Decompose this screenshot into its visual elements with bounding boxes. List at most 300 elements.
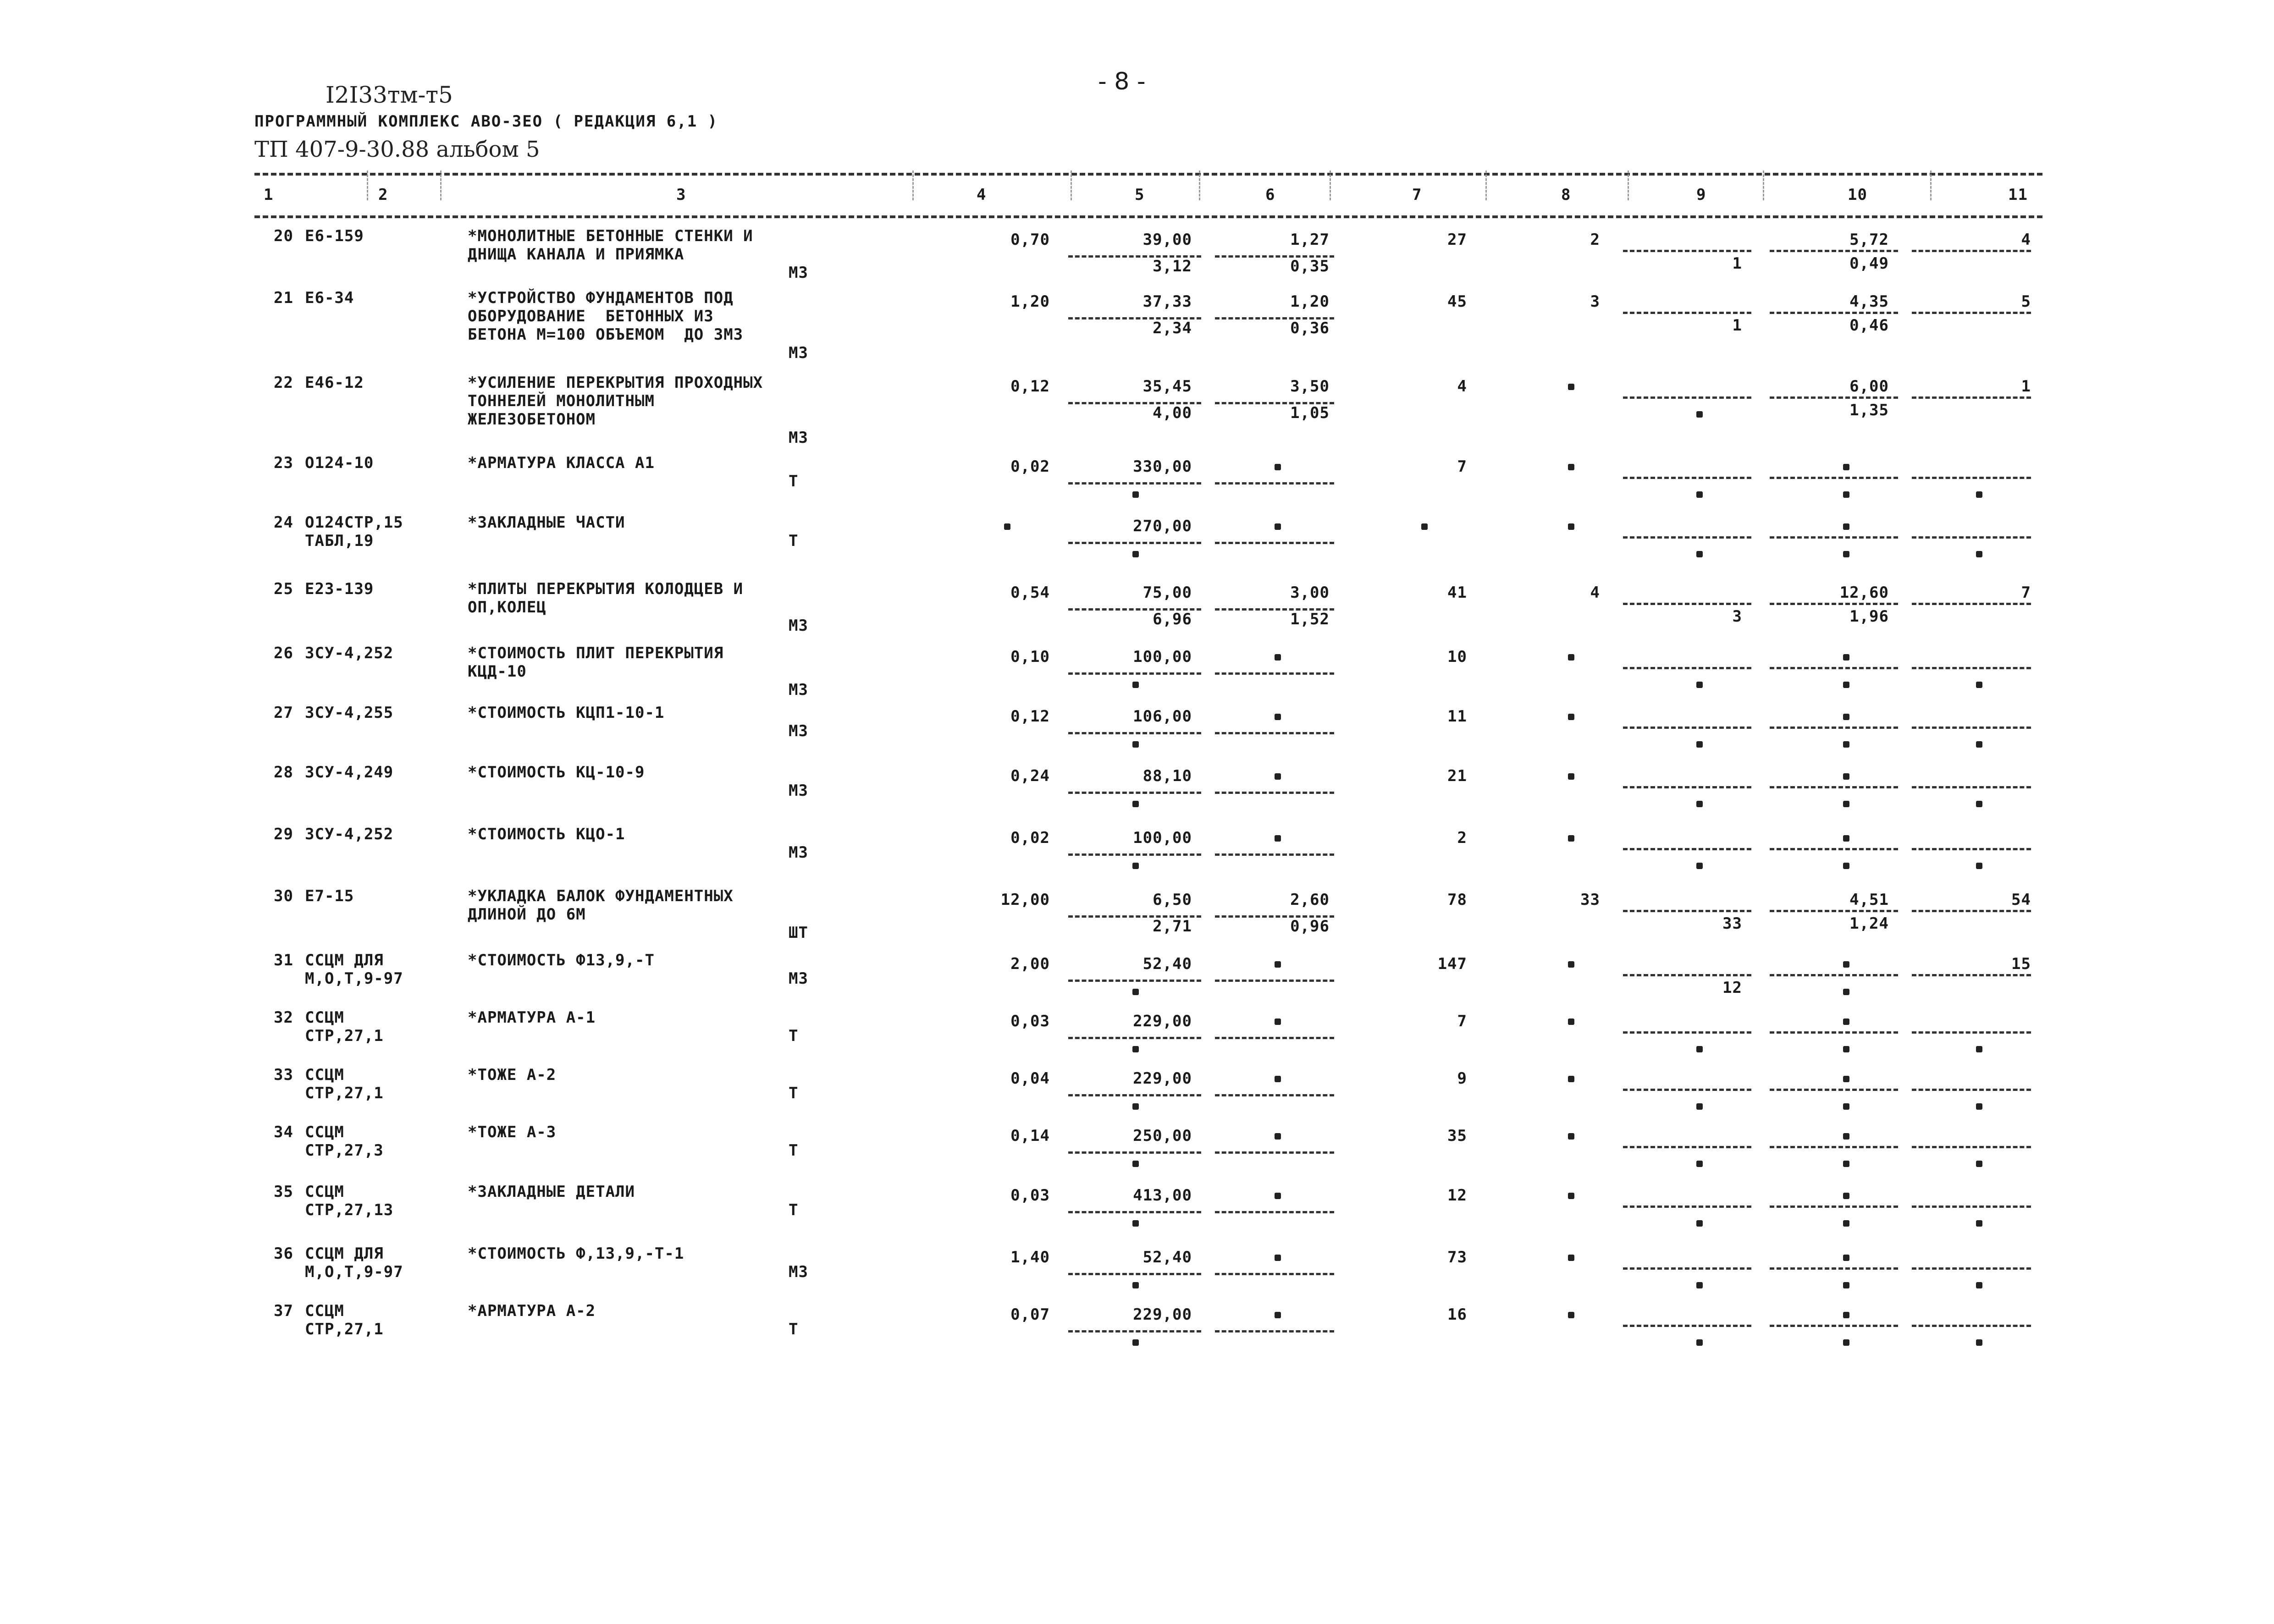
subtotal-rule — [1623, 1267, 1751, 1270]
resource-code: ЗСУ-4,249 — [305, 763, 394, 782]
labor-total-value: 1 — [2021, 377, 2031, 396]
unit-of-measure: Т — [789, 1084, 799, 1102]
total-cost-value: 11 — [1447, 707, 1467, 726]
resource-code: ССЦМ ДЛЯ — [305, 951, 384, 969]
zero-dot — [1843, 801, 1849, 807]
zero-dot — [1976, 801, 1982, 807]
zero-dot — [1843, 1282, 1849, 1288]
subtotal-rule — [1770, 974, 1898, 976]
subtotal-rule — [1623, 786, 1751, 788]
resource-code: Е7-15 — [305, 887, 354, 905]
subtotal-rule — [1215, 853, 1334, 856]
unit-of-measure: М3 — [789, 617, 808, 635]
labor-value: 3 — [1732, 607, 1742, 626]
page-number: - 8 - — [1098, 68, 1146, 95]
subtotal-rule — [1770, 910, 1898, 912]
subtotal-rule — [1068, 980, 1201, 982]
zero-dot — [1696, 801, 1703, 807]
subtotal-rule — [1770, 1089, 1898, 1091]
column-header-3: 3 — [676, 186, 686, 204]
wage-total-value: 3 — [1590, 292, 1600, 311]
resource-code: ТАБЛ,19 — [305, 532, 374, 550]
resource-code: ССЦМ — [305, 1008, 344, 1027]
work-description: *СТОИМОСТЬ Ф,13,9,-Т-1 — [468, 1244, 684, 1263]
column-divider — [1330, 171, 1331, 200]
column-header-1: 1 — [264, 186, 274, 204]
subtotal-rule — [1623, 477, 1751, 479]
zero-dot — [1843, 491, 1849, 498]
work-description: *СТОИМОСТЬ КЦ-10-9 — [468, 763, 645, 782]
zero-dot — [1976, 1220, 1982, 1227]
quantity-value: 0,02 — [1010, 829, 1050, 847]
table-row — [0, 887, 2274, 944]
zero-dot — [1976, 1046, 1982, 1052]
column-header-9: 9 — [1696, 186, 1706, 204]
subtotal-rule — [1912, 1089, 2031, 1091]
subtotal-rule — [1770, 603, 1898, 605]
subtotal-rule — [1912, 667, 2031, 669]
zero-dot — [1132, 801, 1139, 807]
zero-dot — [1132, 1046, 1139, 1052]
subtotal-rule — [1770, 1031, 1898, 1034]
column-header-6: 6 — [1265, 186, 1275, 204]
subtotal-rule — [1770, 727, 1898, 729]
row-number: 20 — [274, 227, 293, 245]
machine-wage-value: 1,52 — [1290, 610, 1330, 628]
zero-dot — [1843, 464, 1849, 470]
unit-of-measure: М3 — [789, 722, 808, 740]
unit-price-value: 100,00 — [1133, 829, 1192, 847]
row-number: 23 — [274, 454, 293, 472]
resource-code: СТР,27,1 — [305, 1027, 384, 1045]
row-number: 30 — [274, 887, 293, 905]
unit-price-value: 229,00 — [1133, 1069, 1192, 1088]
subtotal-rule — [1770, 250, 1898, 252]
zero-dot — [1976, 491, 1982, 498]
labor-value: 33 — [1722, 914, 1742, 933]
resource-code: Е6-34 — [305, 289, 354, 307]
unit-price-value: 52,40 — [1143, 955, 1192, 973]
labor-total-value: 5 — [2021, 292, 2031, 311]
subtotal-rule — [1623, 536, 1751, 539]
zero-dot — [1696, 863, 1703, 869]
unit-of-measure: Т — [789, 472, 799, 490]
work-description: *ТОЖЕ А-2 — [468, 1066, 557, 1084]
labor-machine-value: 1,96 — [1849, 607, 1889, 626]
total-cost-value: 41 — [1447, 584, 1467, 602]
zero-dot — [1976, 682, 1982, 688]
unit-price-value: 37,33 — [1143, 292, 1192, 311]
resource-code: ССЦМ — [305, 1066, 344, 1084]
work-description: *СТОИМОСТЬ КЦО-1 — [468, 825, 625, 843]
zero-dot — [1132, 1339, 1139, 1346]
zero-dot — [1568, 1076, 1574, 1082]
resource-code: Е23-139 — [305, 580, 374, 598]
unit-of-measure: Т — [789, 532, 799, 550]
zero-dot — [1275, 835, 1281, 842]
total-cost-value: 4 — [1457, 377, 1467, 396]
column-header-11: 11 — [2008, 186, 2028, 204]
table-row — [0, 763, 2274, 820]
zero-dot — [1976, 1282, 1982, 1288]
zero-dot — [1568, 1193, 1574, 1199]
row-number: 25 — [274, 580, 293, 598]
total-cost-value: 10 — [1447, 648, 1467, 666]
wage-total-value: 2 — [1590, 231, 1600, 249]
work-description: *УКЛАДКА БАЛОК ФУНДАМЕНТНЫХ — [468, 887, 734, 905]
work-description: ДНИЩА КАНАЛА И ПРИЯМКА — [468, 245, 684, 264]
zero-dot — [1843, 741, 1849, 748]
quantity-value: 12,00 — [1000, 891, 1050, 909]
zero-dot — [1275, 523, 1281, 530]
column-divider — [1930, 171, 1932, 200]
unit-of-measure: М3 — [789, 429, 808, 447]
subtotal-rule — [1215, 482, 1334, 484]
resource-code: СТР,27,1 — [305, 1320, 384, 1338]
resource-code: М,О,Т,9-97 — [305, 969, 403, 988]
subtotal-rule — [1912, 536, 2031, 539]
work-description: *ЗАКЛАДНЫЕ ДЕТАЛИ — [468, 1183, 635, 1201]
zero-dot — [1843, 1076, 1849, 1082]
machine-cost-value: 2,60 — [1290, 891, 1330, 909]
zero-dot — [1843, 551, 1849, 557]
work-description: *ЗАКЛАДНЫЕ ЧАСТИ — [468, 513, 625, 532]
zero-dot — [1696, 682, 1703, 688]
subtotal-rule — [1912, 727, 2031, 729]
table-row — [0, 289, 2274, 362]
subtotal-rule — [1912, 974, 2031, 976]
zero-dot — [1696, 741, 1703, 748]
subtotal-rule — [1770, 1206, 1898, 1208]
column-divider — [1628, 171, 1629, 200]
work-description: *ПЛИТЫ ПЕРЕКРЫТИЯ КОЛОДЦЕВ И — [468, 580, 744, 598]
work-description: *СТОИМОСТЬ ПЛИТ ПЕРЕКРЫТИЯ — [468, 644, 724, 662]
labor-value: 1 — [1732, 254, 1742, 273]
resource-code: ЗСУ-4,255 — [305, 704, 394, 722]
table-row — [0, 374, 2274, 447]
resource-code: ССЦМ — [305, 1302, 344, 1320]
subtotal-rule — [1068, 1037, 1201, 1039]
zero-dot — [1843, 773, 1849, 780]
subtotal-rule — [1770, 477, 1898, 479]
total-cost-value: 7 — [1457, 457, 1467, 476]
row-number: 31 — [274, 951, 293, 969]
column-divider — [912, 171, 914, 200]
table-row — [0, 227, 2274, 284]
table-top-rule — [254, 173, 2042, 176]
subtotal-rule — [1623, 848, 1751, 850]
subtotal-rule — [1215, 980, 1334, 982]
row-number: 29 — [274, 825, 293, 843]
row-number: 21 — [274, 289, 293, 307]
zero-dot — [1843, 1220, 1849, 1227]
column-divider — [367, 171, 368, 200]
total-cost-value: 78 — [1447, 891, 1467, 909]
zero-dot — [1132, 682, 1139, 688]
subtotal-rule — [1623, 396, 1751, 399]
program-line: ПРОГРАММНЫЙ КОМПЛЕКС АВО-3ЕО ( РЕДАКЦИЯ 6,1 ) — [254, 112, 718, 131]
zero-dot — [1132, 491, 1139, 498]
subtotal-rule — [1912, 1146, 2031, 1148]
zero-dot — [1275, 961, 1281, 968]
unit-price-value: 75,00 — [1143, 584, 1192, 602]
subtotal-rule — [1215, 672, 1334, 675]
resource-code: СТР,27,1 — [305, 1084, 384, 1102]
labor-machine-value: 0,46 — [1849, 316, 1889, 335]
column-header-8: 8 — [1561, 186, 1571, 204]
zero-dot — [1696, 1282, 1703, 1288]
row-number: 34 — [274, 1123, 293, 1141]
zero-dot — [1568, 835, 1574, 842]
subtotal-rule — [1623, 250, 1751, 252]
album-line: ТП 407-9-30.88 альбом 5 — [254, 137, 540, 162]
subtotal-rule — [1068, 732, 1201, 734]
quantity-value: 1,40 — [1010, 1248, 1050, 1266]
subtotal-rule — [1770, 848, 1898, 850]
table-header-rule — [254, 215, 2042, 218]
column-divider — [1199, 171, 1200, 200]
quantity-value: 1,20 — [1010, 292, 1050, 311]
work-description: *МОНОЛИТНЫЕ БЕТОННЫЕ СТЕНКИ И — [468, 227, 753, 245]
work-description: *СТОИМОСТЬ Ф13,9,-Т — [468, 951, 655, 969]
zero-dot — [1843, 1161, 1849, 1167]
zero-dot — [1275, 1193, 1281, 1199]
work-description: *АРМАТУРА КЛАССА А1 — [468, 454, 655, 472]
quantity-value: 0,07 — [1010, 1305, 1050, 1324]
zero-dot — [1976, 741, 1982, 748]
machine-cost-value: 1,27 — [1290, 231, 1330, 249]
document-code: I2I33тм-т5 — [326, 82, 453, 108]
subtotal-rule — [1770, 1267, 1898, 1270]
unit-of-measure: М3 — [789, 969, 808, 988]
subtotal-rule — [1623, 974, 1751, 976]
subtotal-rule — [1068, 1094, 1201, 1096]
zero-dot — [1568, 1018, 1574, 1025]
quantity-value: 0,24 — [1010, 767, 1050, 785]
unit-of-measure: М3 — [789, 264, 808, 282]
machine-cost-value: 3,00 — [1290, 584, 1330, 602]
zero-dot — [1275, 773, 1281, 780]
subtotal-rule — [1912, 1267, 2031, 1270]
zero-dot — [1696, 1220, 1703, 1227]
subtotal-rule — [1068, 1151, 1201, 1154]
total-cost-value: 21 — [1447, 767, 1467, 785]
total-cost-value: 2 — [1457, 829, 1467, 847]
subtotal-rule — [1215, 542, 1334, 544]
row-number: 32 — [274, 1008, 293, 1027]
column-divider — [440, 171, 442, 200]
subtotal-rule — [1912, 312, 2031, 314]
quantity-value: 0,70 — [1010, 231, 1050, 249]
resource-code: ССЦМ ДЛЯ — [305, 1244, 384, 1263]
machine-wage-value: 0,35 — [1290, 257, 1330, 275]
subtotal-rule — [1623, 727, 1751, 729]
row-number: 22 — [274, 374, 293, 392]
total-cost-value: 12 — [1447, 1186, 1467, 1205]
subtotal-rule — [1770, 667, 1898, 669]
zero-dot — [1696, 1339, 1703, 1346]
zero-dot — [1132, 989, 1139, 995]
zero-dot — [1843, 654, 1849, 661]
labor-total-value: 7 — [2021, 584, 2031, 602]
work-description: БЕТОНА М=100 ОБЪЕМОМ ДО 3М3 — [468, 325, 744, 344]
unit-price-wage-value: 3,12 — [1153, 257, 1192, 275]
subtotal-rule — [1770, 312, 1898, 314]
total-cost-value: 7 — [1457, 1012, 1467, 1030]
table-row — [0, 1183, 2274, 1240]
quantity-value: 0,03 — [1010, 1186, 1050, 1205]
unit-of-measure: Т — [789, 1141, 799, 1160]
quantity-value: 0,14 — [1010, 1127, 1050, 1145]
unit-price-wage-value: 4,00 — [1153, 404, 1192, 422]
zero-dot — [1132, 741, 1139, 748]
quantity-value: 0,04 — [1010, 1069, 1050, 1088]
subtotal-rule — [1912, 1206, 2031, 1208]
subtotal-rule — [1623, 1089, 1751, 1091]
resource-code: СТР,27,3 — [305, 1141, 384, 1160]
subtotal-rule — [1215, 1151, 1334, 1154]
subtotal-rule — [1623, 910, 1751, 912]
column-header-5: 5 — [1135, 186, 1145, 204]
column-divider — [1071, 171, 1072, 200]
zero-dot — [1976, 1103, 1982, 1110]
subtotal-rule — [1068, 672, 1201, 675]
zero-dot — [1004, 523, 1010, 530]
subtotal-rule — [1912, 603, 2031, 605]
subtotal-rule — [1912, 910, 2031, 912]
work-description: *УСИЛЕНИЕ ПЕРЕКРЫТИЯ ПРОХОДНЫХ — [468, 374, 763, 392]
subtotal-rule — [1912, 250, 2031, 252]
unit-price-value: 250,00 — [1133, 1127, 1192, 1145]
resource-code: О124СТР,15 — [305, 513, 403, 532]
subtotal-rule — [1623, 1206, 1751, 1208]
row-number: 28 — [274, 763, 293, 782]
labor-norm-value: 12,60 — [1839, 584, 1889, 602]
work-description: ЖЕЛЕЗОБЕТОНОМ — [468, 410, 596, 429]
labor-total-value: 54 — [2011, 891, 2031, 909]
zero-dot — [1843, 523, 1849, 530]
labor-value: 1 — [1732, 316, 1742, 335]
row-number: 36 — [274, 1244, 293, 1263]
quantity-value: 0,03 — [1010, 1012, 1050, 1030]
subtotal-rule — [1068, 1330, 1201, 1332]
unit-price-value: 100,00 — [1133, 648, 1192, 666]
unit-price-value: 52,40 — [1143, 1248, 1192, 1266]
unit-price-value: 35,45 — [1143, 377, 1192, 396]
unit-price-value: 39,00 — [1143, 231, 1192, 249]
subtotal-rule — [1912, 848, 2031, 850]
unit-of-measure: М3 — [789, 344, 808, 362]
labor-machine-value: 1,24 — [1849, 914, 1889, 933]
table-row — [0, 644, 2274, 701]
subtotal-rule — [1912, 396, 2031, 399]
work-description: *УСТРОЙСТВО ФУНДАМЕНТОВ ПОД — [468, 289, 734, 307]
total-cost-value: 27 — [1447, 231, 1467, 249]
column-header-2: 2 — [378, 186, 388, 204]
unit-of-measure: М3 — [789, 1263, 808, 1281]
unit-price-value: 413,00 — [1133, 1186, 1192, 1205]
resource-code: ЗСУ-4,252 — [305, 644, 394, 662]
zero-dot — [1132, 1282, 1139, 1288]
subtotal-rule — [1912, 477, 2031, 479]
subtotal-rule — [1215, 1330, 1334, 1332]
machine-cost-value: 3,50 — [1290, 377, 1330, 396]
zero-dot — [1843, 714, 1849, 720]
subtotal-rule — [1623, 667, 1751, 669]
subtotal-rule — [1623, 1031, 1751, 1034]
zero-dot — [1843, 1046, 1849, 1052]
zero-dot — [1275, 1133, 1281, 1140]
column-divider — [1485, 171, 1487, 200]
subtotal-rule — [1068, 853, 1201, 856]
work-description: *ТОЖЕ А-3 — [468, 1123, 557, 1141]
unit-price-value: 229,00 — [1133, 1305, 1192, 1324]
labor-norm-value: 6,00 — [1849, 377, 1889, 396]
table-row — [0, 704, 2274, 761]
unit-price-value: 106,00 — [1133, 707, 1192, 726]
column-header-4: 4 — [977, 186, 987, 204]
quantity-value: 2,00 — [1010, 955, 1050, 973]
table-row — [0, 1008, 2274, 1066]
machine-wage-value: 0,96 — [1290, 917, 1330, 936]
zero-dot — [1275, 1018, 1281, 1025]
zero-dot — [1275, 654, 1281, 661]
total-cost-value: 16 — [1447, 1305, 1467, 1324]
row-number: 24 — [274, 513, 293, 532]
unit-price-wage-value: 2,71 — [1153, 917, 1192, 936]
unit-of-measure: Т — [789, 1201, 799, 1219]
zero-dot — [1696, 551, 1703, 557]
zero-dot — [1132, 863, 1139, 869]
zero-dot — [1568, 1255, 1574, 1261]
work-description: *СТОИМОСТЬ КЦП1-10-1 — [468, 704, 665, 722]
zero-dot — [1132, 551, 1139, 557]
resource-code: СТР,27,13 — [305, 1201, 394, 1219]
subtotal-rule — [1623, 312, 1751, 314]
table-row — [0, 580, 2274, 637]
work-description: *АРМАТУРА А-2 — [468, 1302, 596, 1320]
zero-dot — [1696, 491, 1703, 498]
table-row — [0, 1244, 2274, 1302]
zero-dot — [1568, 523, 1574, 530]
zero-dot — [1275, 714, 1281, 720]
unit-price-wage-value: 6,96 — [1153, 610, 1192, 628]
machine-wage-value: 0,36 — [1290, 319, 1330, 337]
zero-dot — [1976, 551, 1982, 557]
zero-dot — [1568, 1312, 1574, 1318]
unit-price-wage-value: 2,34 — [1153, 319, 1192, 337]
subtotal-rule — [1068, 1273, 1201, 1275]
total-cost-value: 9 — [1457, 1069, 1467, 1088]
subtotal-rule — [1215, 1211, 1334, 1213]
resource-code: М,О,Т,9-97 — [305, 1263, 403, 1281]
table-row — [0, 513, 2274, 571]
zero-dot — [1275, 1312, 1281, 1318]
table-row — [0, 1066, 2274, 1123]
subtotal-rule — [1215, 1094, 1334, 1096]
zero-dot — [1696, 1161, 1703, 1167]
wage-total-value: 4 — [1590, 584, 1600, 602]
row-number: 27 — [274, 704, 293, 722]
row-number: 26 — [274, 644, 293, 662]
zero-dot — [1132, 1103, 1139, 1110]
table-row — [0, 1302, 2274, 1359]
labor-total-value: 4 — [2021, 231, 2031, 249]
machine-wage-value: 1,05 — [1290, 404, 1330, 422]
unit-of-measure: М3 — [789, 782, 808, 800]
total-cost-value: 35 — [1447, 1127, 1467, 1145]
resource-code: ЗСУ-4,252 — [305, 825, 394, 843]
